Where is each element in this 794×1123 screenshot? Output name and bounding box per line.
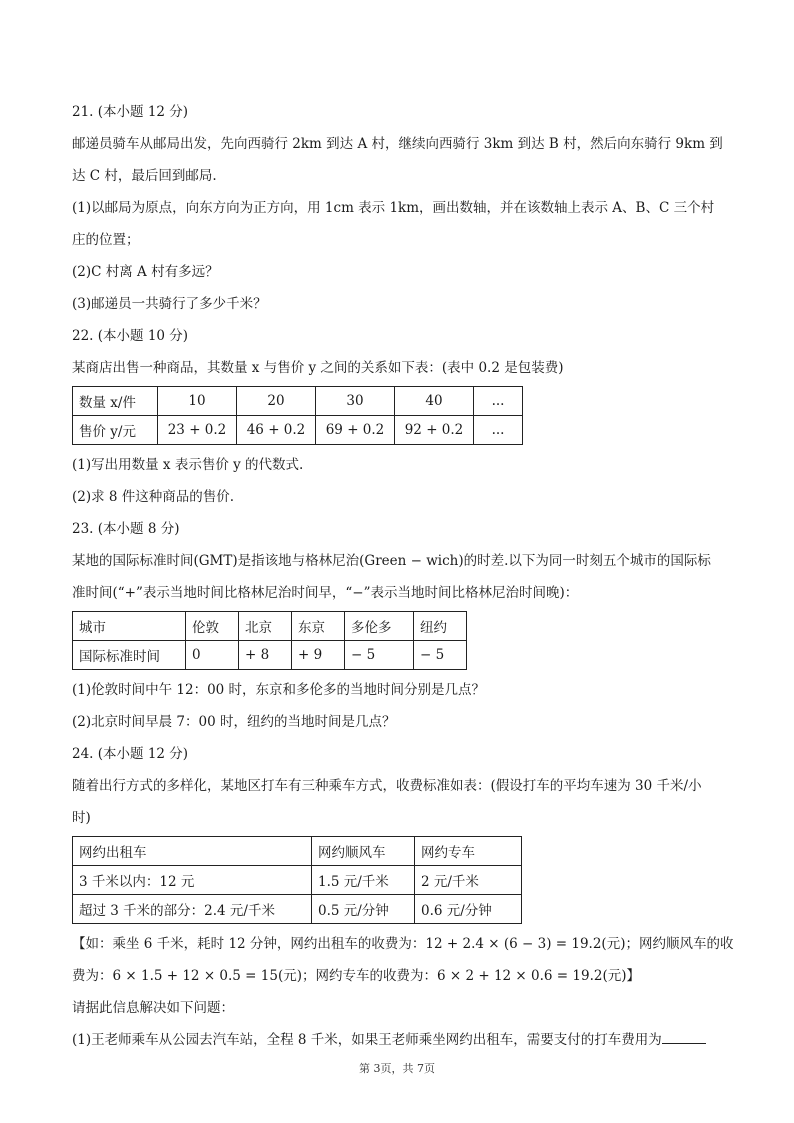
q23-header: 23. (本小题 8 分) (72, 521, 180, 537)
table-row (73, 837, 522, 866)
q21-part3: (3)邮递员一共骑行了多少千米？ (72, 296, 267, 312)
table-cell: 30 (316, 387, 395, 416)
table-cell: 超过 3 千米的部分：2.4 元/千米 (73, 895, 312, 924)
table-cell: 国际标准时间 (73, 641, 186, 670)
q24-stem-line2: 时) (72, 810, 91, 826)
table-cell: 1.5 元/千米 (312, 866, 415, 895)
q21-part1-line1: (1)以邮局为原点，向东方向为正方向，用 1cm 表示 1km，画出数轴，并在该数轴上表示 A、B、C 三个村 (72, 200, 715, 216)
table-cell: 网约专车 (415, 837, 522, 866)
q22-part1: (1)写出用数量 x 表示售价 y 的代数式. (72, 457, 304, 473)
table-cell: ... (474, 387, 523, 416)
table-cell: 40 (395, 387, 474, 416)
table-cell: + 9 (292, 641, 345, 670)
table-cell: 售价 y/元 (73, 416, 158, 445)
q24-part1 (72, 1024, 722, 1056)
price-table (72, 386, 523, 445)
table-row (73, 387, 523, 416)
table-cell: 东京 (292, 612, 345, 641)
table-row (73, 641, 467, 670)
table-cell: − 5 (414, 641, 467, 670)
table-cell: 0.6 元/分钟 (415, 895, 522, 924)
table-cell: 伦敦 (186, 612, 239, 641)
table-cell: 20 (237, 387, 316, 416)
q24-example-line1: 【如：乘坐 6 千米，耗时 12 分钟，网约出租车的收费为：12 + 2.4 × (6 − 3) = 19.2(元)；网约顺风车的收 (72, 936, 734, 952)
q24-stem-line1: 随着出行方式的多样化，某地区打车有三种乘车方式，收费标准如表：(假设打车的平均车速为 30 千米/小 (72, 778, 702, 794)
table-row (73, 612, 467, 641)
q21-stem-line2: 达 C 村，最后回到邮局. (72, 168, 217, 184)
table-cell: 23 + 0.2 (158, 416, 237, 445)
table-row (73, 416, 523, 445)
table-cell: 0 (186, 641, 239, 670)
page-footer: 第 3页，共 7页 (359, 1062, 435, 1075)
table-cell: 92 + 0.2 (395, 416, 474, 445)
q21-part1-line2: 庄的位置； (72, 232, 140, 248)
fare-table (72, 836, 522, 924)
table-row (73, 866, 522, 895)
q22-part2: (2)求 8 件这种商品的售价. (72, 489, 235, 505)
answer-blank[interactable] (662, 1025, 706, 1044)
table-cell: 69 + 0.2 (316, 416, 395, 445)
table-cell: 多伦多 (345, 612, 414, 641)
table-cell: 0.5 元/分钟 (312, 895, 415, 924)
q22-header: 22. (本小题 10 分) (72, 328, 189, 344)
table-row (73, 895, 522, 924)
q24-header: 24. (本小题 12 分) (72, 746, 189, 762)
q24-instruction: 请据此信息解决如下问题： (72, 1000, 234, 1016)
q24-example-line2: 费为：6 × 1.5 + 12 × 0.5 = 15(元)；网约专车的收费为：6 × 2 + 12 × 0.6 = 19.2(元)】 (72, 968, 640, 984)
table-cell: 46 + 0.2 (237, 416, 316, 445)
q22-stem: 某商店出售一种商品，其数量 x 与售价 y 之间的关系如下表：(表中 0.2 是包装费) (72, 360, 564, 376)
table-cell: 数量 x/件 (73, 387, 158, 416)
q23-part2: (2)北京时间早晨 7：00 时，纽约的当地时间是几点？ (72, 714, 396, 730)
q23-stem-line1: 某地的国际标准时间(GMT)是指该地与格林尼治(Green − wich)的时差.以下为同一时刻五个城市的国际标 (72, 553, 711, 569)
table-cell: − 5 (345, 641, 414, 670)
q21-part2: (2)C 村离 A 村有多远？ (72, 264, 219, 280)
table-cell: ... (474, 416, 523, 445)
table-cell: 3 千米以内：12 元 (73, 866, 312, 895)
q21-stem-line1: 邮递员骑车从邮局出发，先向西骑行 2km 到达 A 村，继续向西骑行 3km 到达 B 村，然后向东骑行 9km 到 (72, 136, 723, 152)
q24-part1-text: (1)王老师乘车从公园去汽车站，全程 8 千米，如果王老师乘坐网约出租车，需要支付的打车费用为 (72, 1032, 662, 1048)
page-content (72, 96, 734, 1056)
table-cell: 网约出租车 (73, 837, 312, 866)
q21-header: 21. (本小题 12 分) (72, 104, 189, 120)
q23-stem-line2: 准时间(“+”表示当地时间比格林尼治时间早，“−”表示当地时间比格林尼治时间晚)： (72, 585, 579, 601)
q23-part1: (1)伦敦时间中午 12：00 时，东京和多伦多的当地时间分别是几点？ (72, 682, 486, 698)
table-cell: 网约顺风车 (312, 837, 415, 866)
table-cell: 北京 (239, 612, 292, 641)
table-cell: + 8 (239, 641, 292, 670)
table-cell: 纽约 (414, 612, 467, 641)
table-cell: 10 (158, 387, 237, 416)
timezone-table (72, 611, 467, 670)
table-cell: 城市 (73, 612, 186, 641)
table-cell: 2 元/千米 (415, 866, 522, 895)
